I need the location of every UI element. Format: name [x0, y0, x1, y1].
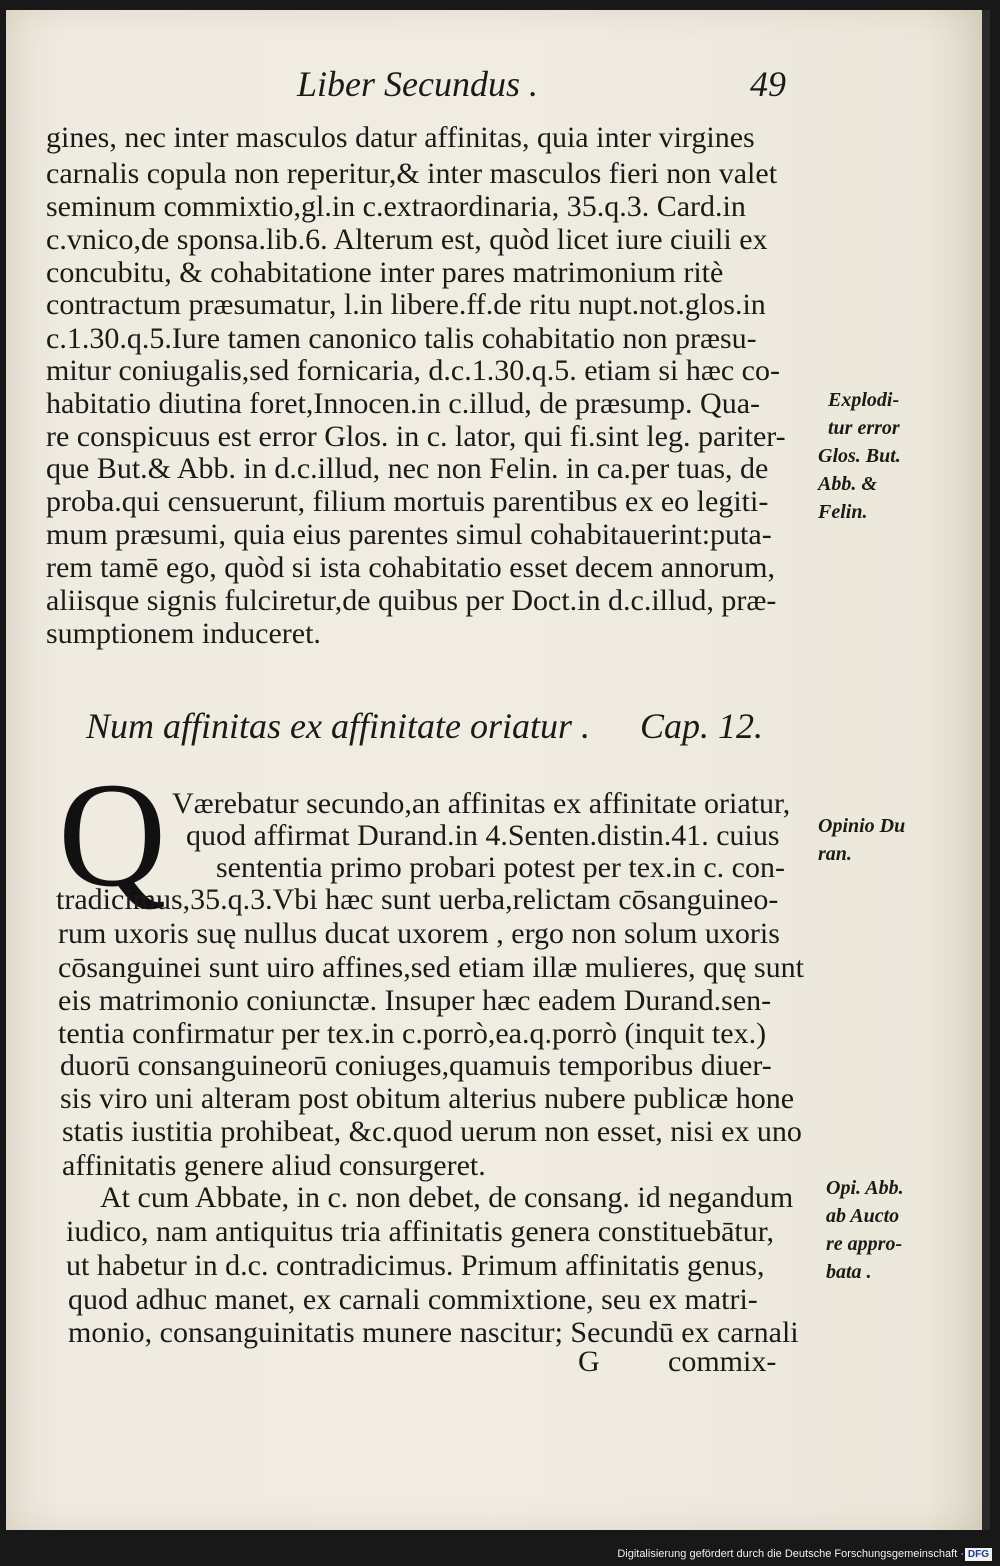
margin-note-line: Opinio Du — [818, 815, 906, 837]
body-line: rem tamē ego, quòd si ista cohabitatio esset decem annorum, — [46, 551, 775, 584]
body-line: contractum præsumatur, l.in libere.ff.de ritu nupt.not.glos.in — [46, 288, 766, 321]
body-line: que But.& Abb. in d.c.illud, nec non Felin. in ca.per tuas, de — [46, 452, 769, 485]
body-line: mitur coniugalis,sed fornicaria, d.c.1.30.q.5. etiam si hæc co- — [46, 354, 780, 387]
body-line: affinitatis genere aliud consurgeret. — [62, 1149, 486, 1182]
body-line: ut habetur in d.c. contradicimus. Primum affinitatis genus, — [66, 1249, 765, 1282]
body-line: iudico, nam antiquitus tria affinitatis genera constituebātur, — [66, 1215, 775, 1248]
margin-note-line: Glos. But. — [818, 445, 901, 467]
margin-note-line: Felin. — [818, 501, 868, 523]
body-line: sis viro uni alteram post obitum alterius nubere publicæ hone — [60, 1082, 795, 1115]
margin-note-line: Abb. & — [818, 473, 877, 495]
body-line: monio, consanguinitatis munere nascitur; Secundū ex carnali — [68, 1316, 799, 1349]
margin-note-line: tur error — [828, 417, 900, 439]
body-line: tradicimus,35.q.3.Vbi hæc sunt uerba,relictam cōsanguineo- — [56, 883, 779, 916]
body-line: c.1.30.q.5.Iure tamen canonico talis cohabitatio non præsu- — [46, 322, 757, 355]
body-line: sumptionem induceret. — [46, 617, 321, 650]
body-line: seminum commixtio,gl.in c.extraordinaria, 35.q.3. Card.in — [46, 190, 746, 223]
body-line: rum uxoris suę nullus ducat uxorem , ergo non solum uxoris — [58, 917, 780, 950]
body-line: quod affirmat Durand.in 4.Senten.distin.41. cuius — [186, 819, 780, 852]
catchword: commix- — [668, 1345, 777, 1378]
body-line: Værebatur secundo,an affinitas ex affinitate oriatur, — [172, 787, 791, 820]
body-line: carnalis copula non reperitur,& inter masculos fieri non valet — [46, 157, 778, 190]
margin-note-line: re appro- — [826, 1233, 903, 1255]
body-line: statis iustitia prohibeat, &c.quod uerum non esset, nisi ex uno — [62, 1115, 802, 1148]
margin-note-line: Explodi- — [828, 389, 900, 411]
body-line: mum præsumi, quia eius parentes simul cohabitauerint:puta- — [46, 518, 772, 551]
body-line: duorū consanguineorū coniuges,quamuis temporibus diuer- — [60, 1049, 772, 1082]
body-line: concubitu, & cohabitatione inter pares matrimonium ritè — [46, 256, 724, 289]
body-line: quod adhuc manet, ex carnali commixtione, seu ex matri- — [68, 1283, 758, 1316]
chapter-number: Cap. 12. — [640, 706, 764, 746]
margin-note-line: bata . — [826, 1261, 872, 1283]
body-line: proba.qui censuerunt, filium mortuis parentibus ex eo legiti- — [46, 485, 769, 518]
drop-cap-initial: Q — [58, 752, 167, 918]
signature-mark: G — [578, 1345, 600, 1378]
running-title: Liber Secundus . — [297, 64, 538, 104]
body-line: aliisque signis fulciretur,de quibus per Doct.in d.c.illud, præ- — [46, 584, 777, 617]
body-line: At cum Abbate, in c. non debet, de consang. id negandum — [100, 1181, 794, 1214]
body-line: c.vnico,de sponsa.lib.6. Alterum est, quòd licet iure ciuili ex — [46, 223, 768, 256]
body-line: cōsanguinei sunt uiro affines,sed etiam illæ mulieres, quę sunt — [58, 951, 804, 984]
margin-note-line: ran. — [818, 843, 852, 865]
margin-note-line: ab Aucto — [826, 1205, 900, 1227]
body-line: tentia confirmatur per tex.in c.porrò,ea.q.porrò (inquit tex.) — [58, 1017, 767, 1050]
body-line: gines, nec inter masculos datur affinitas, quia inter virgines — [46, 121, 755, 154]
margin-note-line: Opi. Abb. — [826, 1177, 904, 1199]
dfg-logo: DFG — [965, 1548, 992, 1561]
body-line: sententia primo probari potest per tex.in c. con- — [216, 851, 785, 884]
page-number: 49 — [750, 64, 786, 104]
body-line: eis matrimonio coniunctæ. Insuper hæc eadem Durand.sen- — [58, 984, 772, 1017]
chapter-title: Num affinitas ex affinitate oriatur . — [86, 706, 590, 746]
body-line: re conspicuus est error Glos. in c. lator, qui fi.sint leg. pariter- — [46, 420, 786, 453]
digitization-credit: Digitalisierung gefördert durch die Deutsche Forschungsgemeinschaft · — [617, 1548, 964, 1560]
body-line: habitatio diutina foret,Innocen.in c.illud, de præsump. Qua- — [46, 387, 760, 420]
